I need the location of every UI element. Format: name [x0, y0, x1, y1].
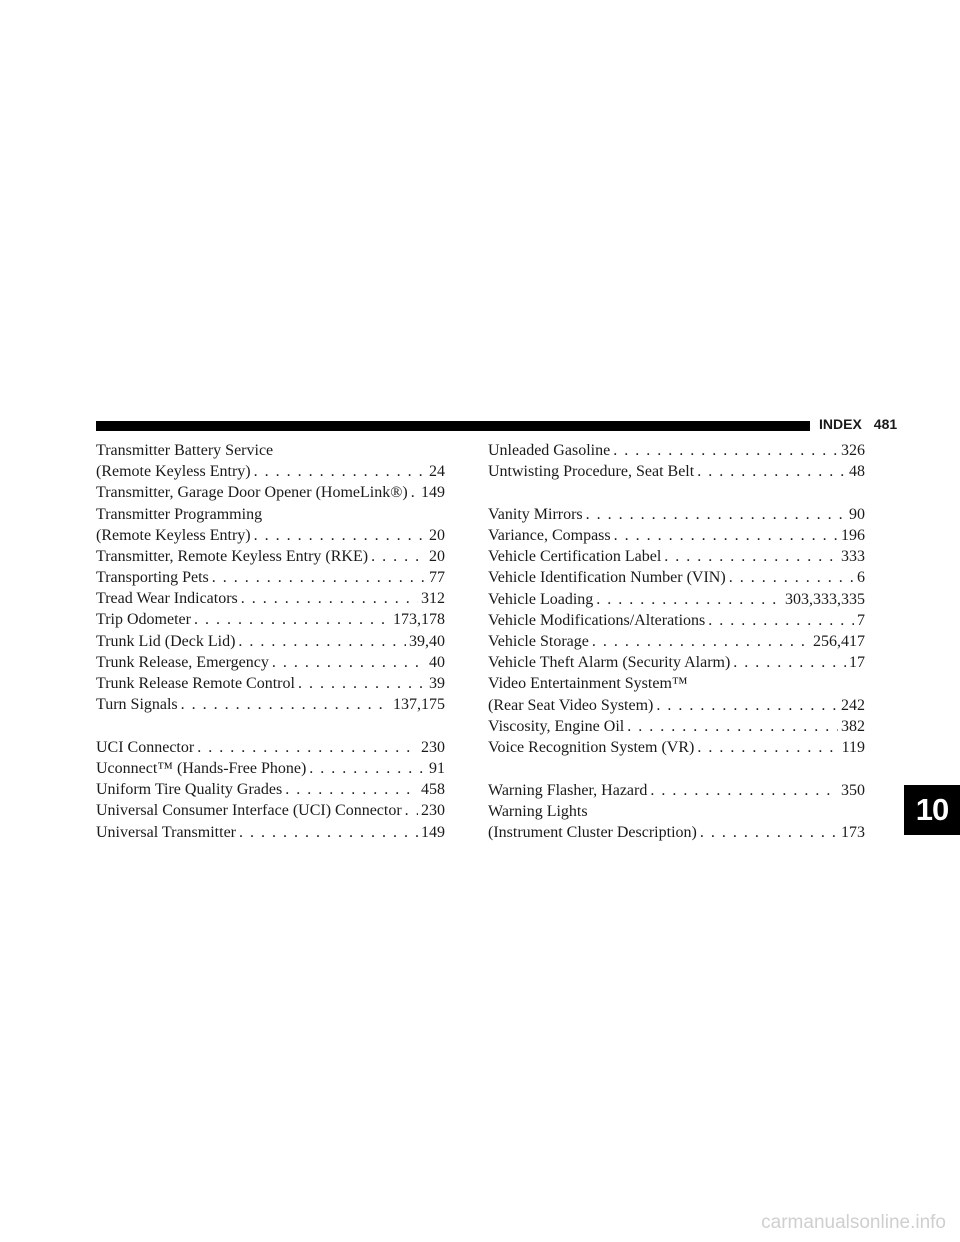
index-entry	[488, 716, 865, 737]
entry-page: 326	[841, 441, 865, 459]
dot-leader	[708, 610, 854, 631]
index-entry	[488, 695, 865, 716]
entry-label: Vehicle Modifications/Alterations	[488, 611, 706, 629]
index-entry	[488, 461, 865, 482]
index-entry	[96, 461, 445, 482]
index-entry	[96, 737, 445, 758]
group-spacer	[96, 715, 445, 737]
dot-leader	[285, 779, 418, 800]
entry-page: 173,178	[393, 611, 445, 629]
dot-leader	[650, 780, 838, 801]
group-spacer	[488, 482, 865, 504]
index-entry	[96, 504, 445, 525]
entry-page: 7	[857, 611, 865, 629]
entry-page: 256,417	[813, 632, 865, 650]
entry-page: 20	[429, 526, 445, 544]
index-column-right	[488, 440, 865, 843]
entry-label: Transmitter, Garage Door Opener (HomeLink®)	[96, 484, 408, 502]
dot-leader	[239, 822, 418, 843]
entry-page: 137,175	[393, 696, 445, 714]
index-entry	[96, 779, 445, 800]
entry-label: Untwisting Procedure, Seat Belt	[488, 463, 695, 481]
index-entry	[488, 737, 865, 758]
section-tab: 10	[904, 785, 960, 835]
entry-label: UCI Connector	[96, 738, 195, 756]
dot-leader	[298, 673, 426, 694]
index-entry	[96, 525, 445, 546]
index-entry	[96, 546, 445, 567]
entry-page: 173	[841, 823, 865, 841]
group-spacer	[488, 758, 865, 780]
entry-page: 458	[421, 781, 445, 799]
index-entry	[96, 673, 445, 694]
index-entry	[488, 567, 865, 588]
index-entry	[488, 673, 865, 694]
dot-leader	[238, 631, 406, 652]
index-entry	[96, 631, 445, 652]
entry-label: Trunk Release, Emergency	[96, 653, 269, 671]
running-header	[819, 416, 897, 432]
entry-label: (Rear Seat Video System)	[488, 696, 654, 714]
entry-label: Video Entertainment System™	[488, 675, 688, 693]
dot-leader	[697, 737, 838, 758]
dot-leader	[254, 461, 426, 482]
entry-label: Universal Transmitter	[96, 823, 236, 841]
entry-page: 230	[421, 802, 445, 820]
index-entry	[96, 758, 445, 779]
index-entry	[96, 440, 445, 461]
index-entry	[96, 801, 445, 822]
dot-leader	[664, 546, 838, 567]
entry-page: 90	[849, 505, 865, 523]
dot-leader	[309, 758, 426, 779]
index-entry	[96, 652, 445, 673]
dot-leader	[194, 609, 390, 630]
dot-leader	[613, 440, 838, 461]
entry-label: (Remote Keyless Entry)	[96, 526, 251, 544]
entry-label: Trip Odometer	[96, 611, 191, 629]
entry-page: 39,40	[409, 632, 445, 650]
dot-leader	[627, 716, 838, 737]
index-entry	[488, 631, 865, 652]
dot-leader	[241, 588, 418, 609]
dot-leader	[197, 737, 418, 758]
index-entry	[96, 567, 445, 588]
entry-label: Variance, Compass	[488, 527, 611, 545]
index-entry	[488, 440, 865, 461]
entry-page: 6	[857, 569, 865, 587]
page-number: 481	[873, 416, 898, 432]
entry-label: Uniform Tire Quality Grades	[96, 781, 283, 799]
dot-leader	[700, 822, 838, 843]
entry-label: Vehicle Loading	[488, 590, 594, 608]
dot-leader	[272, 652, 426, 673]
index-entry	[488, 780, 865, 801]
index-entry	[96, 482, 445, 503]
dot-leader	[656, 695, 838, 716]
entry-page: 196	[841, 527, 865, 545]
index-entry	[488, 525, 865, 546]
index-entry	[96, 694, 445, 715]
dot-leader	[733, 652, 846, 673]
entry-label: Trunk Lid (Deck Lid)	[96, 632, 236, 650]
index-entry	[96, 610, 445, 631]
dot-leader	[697, 461, 846, 482]
entry-page: 77	[429, 569, 445, 587]
entry-page: 39	[429, 675, 445, 693]
entry-label: Uconnect™ (Hands-Free Phone)	[96, 760, 307, 778]
entry-page: 382	[841, 717, 865, 735]
dot-leader	[181, 694, 390, 715]
dot-leader	[212, 567, 426, 588]
entry-label: Vanity Mirrors	[488, 505, 583, 523]
entry-label: (Remote Keyless Entry)	[96, 463, 251, 481]
index-entry	[96, 822, 445, 843]
entry-label: Vehicle Storage	[488, 632, 589, 650]
entry-page: 242	[841, 696, 865, 714]
entry-page: 20	[429, 547, 445, 565]
dot-leader	[729, 567, 854, 588]
entry-page: 312	[421, 590, 445, 608]
dot-leader	[371, 546, 426, 567]
index-column-left	[96, 440, 445, 843]
index-entry	[488, 546, 865, 567]
dot-leader	[614, 525, 838, 546]
entry-label: Tread Wear Indicators	[96, 590, 238, 608]
header-rule	[96, 421, 810, 431]
entry-page: 40	[429, 653, 445, 671]
entry-label: Unleaded Gasoline	[488, 441, 611, 459]
entry-page: 17	[849, 654, 865, 672]
dot-leader	[592, 631, 810, 652]
entry-label: Warning Lights	[488, 802, 588, 820]
entry-label: Warning Flasher, Hazard	[488, 781, 648, 799]
entry-page: 149	[421, 823, 445, 841]
dot-leader	[411, 482, 418, 503]
entry-label: Trunk Release Remote Control	[96, 675, 295, 693]
index-entry	[488, 801, 865, 822]
entry-label: Transmitter Battery Service	[96, 442, 274, 459]
index-entry	[96, 588, 445, 609]
watermark: carmanualsonline.info	[761, 1212, 946, 1233]
entry-page: 333	[841, 548, 865, 566]
entry-label: Transmitter Programming	[96, 505, 263, 523]
entry-page: 48	[849, 463, 865, 481]
entry-label: Vehicle Identification Number (VIN)	[488, 569, 726, 587]
entry-label: Transporting Pets	[96, 569, 209, 587]
entry-label: Universal Consumer Interface (UCI) Connector	[96, 802, 402, 820]
entry-label: Viscosity, Engine Oil	[488, 717, 625, 735]
entry-page: 119	[841, 738, 865, 756]
entry-page: 91	[429, 760, 445, 778]
dot-leader	[596, 589, 782, 610]
index-entry	[488, 504, 865, 525]
entry-label: (Instrument Cluster Description)	[488, 823, 697, 841]
entry-label: Transmitter, Remote Keyless Entry (RKE)	[96, 547, 369, 565]
dot-leader	[254, 525, 426, 546]
entry-page: 303,333,335	[785, 590, 865, 608]
index-entry	[488, 822, 865, 843]
entry-label: Turn Signals	[96, 696, 178, 714]
entry-label: Voice Recognition System (VR)	[488, 738, 695, 756]
entry-page: 350	[841, 781, 865, 799]
entry-label: Vehicle Theft Alarm (Security Alarm)	[488, 654, 731, 672]
entry-page: 230	[421, 738, 445, 756]
entry-page: 149	[421, 484, 445, 502]
entry-label: Vehicle Certification Label	[488, 548, 662, 566]
entry-page: 24	[429, 463, 445, 481]
index-entry	[488, 589, 865, 610]
dot-leader	[586, 504, 846, 525]
header-title: INDEX	[819, 416, 862, 432]
index-entry	[488, 610, 865, 631]
index-entry	[488, 652, 865, 673]
dot-leader	[405, 800, 418, 821]
